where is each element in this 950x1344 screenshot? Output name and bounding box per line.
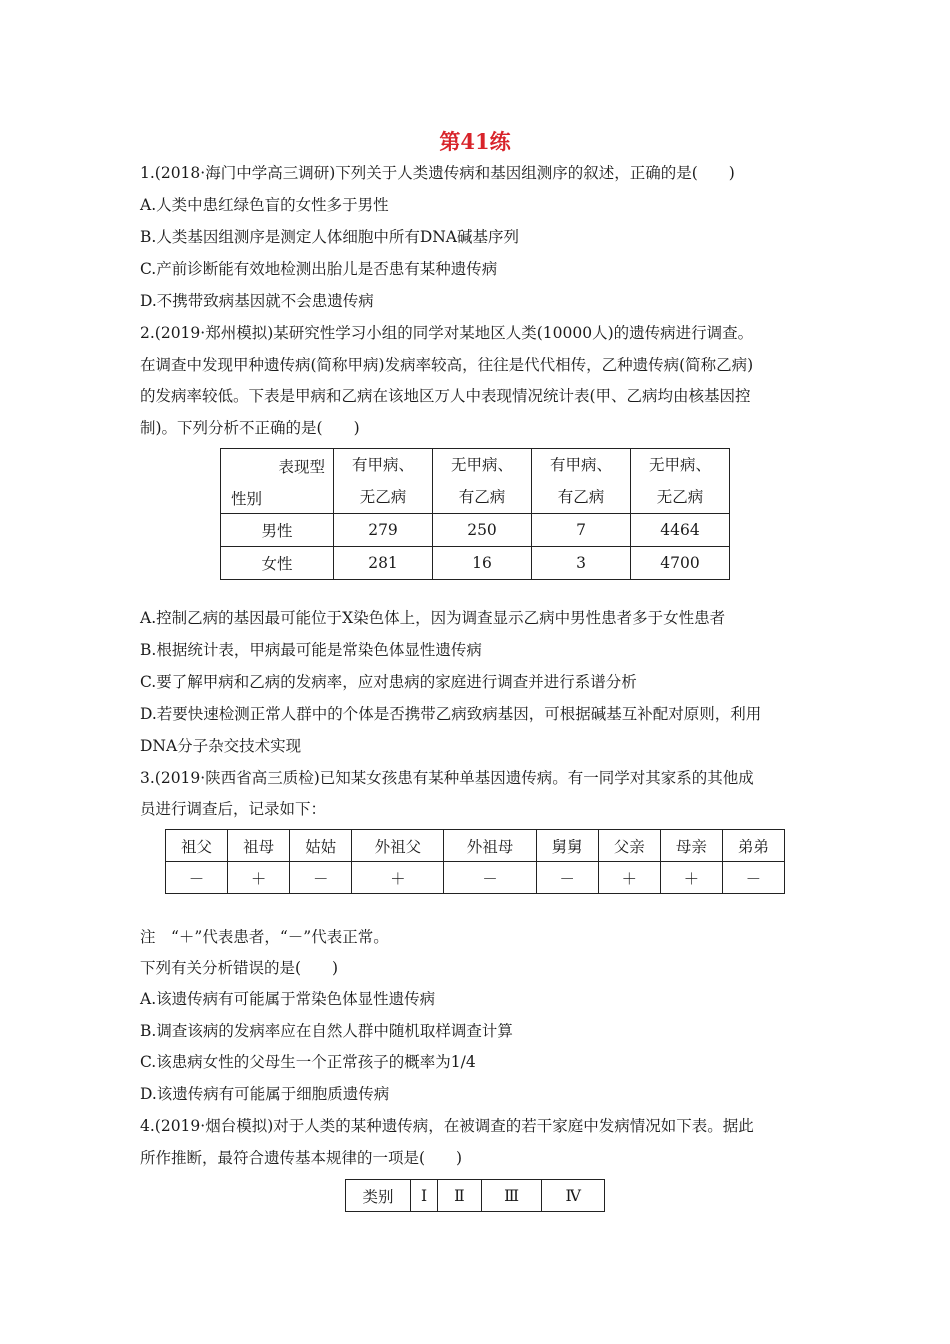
table-cell: －: [722, 862, 784, 894]
table-cell: 4700: [631, 547, 730, 580]
q2-option-c: C.要了解甲病和乙病的发病率，应对患病的家庭进行调查并进行系谱分析: [140, 673, 637, 691]
q3-option-b: B.调查该病的发病率应在自然人群中随机取样调查计算: [140, 1022, 513, 1040]
q3-option-d: D.该遗传病有可能属于细胞质遗传病: [140, 1085, 390, 1103]
table-header-cell: Ⅱ: [438, 1180, 482, 1212]
q1-option-d: D.不携带致病基因就不会患遗传病: [140, 292, 374, 310]
table-row: [221, 514, 730, 547]
row-label: 男性: [221, 514, 334, 547]
table-cell: ＋: [660, 862, 722, 894]
table-cell: 4464: [631, 514, 730, 547]
table-cell: 16: [433, 547, 532, 580]
q3-stem-line: 3.(2019·陕西省高三质检)已知某女孩患有某种单基因遗传病。有一同学对其家系的其他成: [140, 769, 754, 787]
table-row: [166, 830, 785, 862]
table-cell: －: [166, 862, 228, 894]
header-text: 无甲病、: [450, 456, 513, 474]
table-header-cell: Ⅲ: [481, 1180, 542, 1212]
q2-stats-table: [220, 448, 730, 580]
table-header-cell: 弟弟: [722, 830, 784, 862]
header-text: 有乙病: [557, 488, 605, 506]
q1-option-a: A.人类中患红绿色盲的女性多于男性: [140, 196, 389, 214]
q3-option-a: A.该遗传病有可能属于常染色体显性遗传病: [140, 990, 436, 1008]
q2-option-a: A.控制乙病的基因最可能位于X染色体上，因为调查显示乙病中男性患者多于女性患者: [140, 609, 726, 627]
q2-stem-line: 制)。下列分析不正确的是( ): [140, 419, 360, 437]
table-row: [346, 1180, 605, 1212]
table-header-cell: Ⅰ: [411, 1180, 438, 1212]
header-text: 无乙病: [656, 488, 704, 506]
q2-stem-line: 在调查中发现甲种遗传病(简称甲病)发病率较高，往往是代代相传，乙种遗传病(简称乙病): [140, 356, 754, 374]
q3-option-c: C.该患病女性的父母生一个正常孩子的概率为1/4: [140, 1053, 476, 1071]
table-header-cell: 祖父: [166, 830, 228, 862]
table-row: [166, 862, 785, 894]
table-header-cell: [433, 449, 532, 514]
table-row: [221, 547, 730, 580]
table-cell: ＋: [228, 862, 290, 894]
table-cell: 3: [532, 547, 631, 580]
q1-option-b: B.人类基因组测序是测定人体细胞中所有DNA碱基序列: [140, 228, 520, 246]
header-text: 有甲病、: [351, 456, 414, 474]
table-header-cell: 舅舅: [536, 830, 598, 862]
table-cell: －: [536, 862, 598, 894]
q3-family-table: [165, 829, 785, 894]
q4-stem-line: 所作推断，最符合遗传基本规律的一项是( ): [140, 1149, 463, 1167]
table-header-cell: 类别: [346, 1180, 411, 1212]
q2-option-b: B.根据统计表，甲病最可能是常染色体显性遗传病: [140, 641, 482, 659]
header-text: 有甲病、: [549, 456, 612, 474]
q2-option-d: D.若要快速检测正常人群中的个体是否携带乙病致病基因，可根据碱基互补配对原则，利用: [140, 705, 762, 723]
q3-note: 注 “＋”代表患者，“－”代表正常。: [140, 928, 389, 946]
table-header-cell: [532, 449, 631, 514]
row-label: 女性: [221, 547, 334, 580]
table-header-cell: 姑姑: [290, 830, 352, 862]
corner-label-phenotype: 表现型: [278, 458, 325, 476]
table-cell: －: [290, 862, 352, 894]
header-text: 无甲病、: [648, 456, 711, 474]
header-text: 有乙病: [458, 488, 506, 506]
page-title: 第41练: [439, 129, 511, 154]
table-header-cell: [631, 449, 730, 514]
table-header-cell: 母亲: [660, 830, 722, 862]
table-cell: 281: [334, 547, 433, 580]
q1-option-c: C.产前诊断能有效地检测出胎儿是否患有某种遗传病: [140, 260, 498, 278]
table-header-cell: 外祖父: [352, 830, 444, 862]
q1-stem: 1.(2018·海门中学高三调研)下列关于人类遗传病和基因组测序的叙述，正确的是( ): [140, 164, 735, 182]
table-header-cell: 父亲: [598, 830, 660, 862]
table-cell: －: [444, 862, 536, 894]
table-cell: ＋: [598, 862, 660, 894]
q2-option-d-cont: DNA分子杂交技术实现: [140, 737, 302, 755]
q2-stem-line: 2.(2019·郑州模拟)某研究性学习小组的同学对某地区人类(10000人)的遗传病进行调查。: [140, 324, 754, 342]
table-corner-cell: [221, 449, 334, 514]
table-header-cell: Ⅳ: [542, 1180, 605, 1212]
table-cell: ＋: [352, 862, 444, 894]
q2-stem-line: 的发病率较低。下表是甲病和乙病在该地区万人中表现情况统计表(甲、乙病均由核基因控: [140, 387, 751, 405]
table-header-cell: [334, 449, 433, 514]
q3-question: 下列有关分析错误的是( ): [140, 959, 339, 977]
table-cell: 250: [433, 514, 532, 547]
q4-stem-line: 4.(2019·烟台模拟)对于人类的某种遗传病，在被调查的若干家庭中发病情况如下表。据此: [140, 1117, 754, 1135]
q4-category-table: [345, 1179, 605, 1212]
corner-label-sex: 性别: [231, 490, 263, 508]
q3-stem-line: 员进行调查后，记录如下：: [140, 800, 327, 818]
table-header-cell: 祖母: [228, 830, 290, 862]
header-text: 无乙病: [359, 488, 407, 506]
table-cell: 279: [334, 514, 433, 547]
table-header-cell: 外祖母: [444, 830, 536, 862]
table-cell: 7: [532, 514, 631, 547]
